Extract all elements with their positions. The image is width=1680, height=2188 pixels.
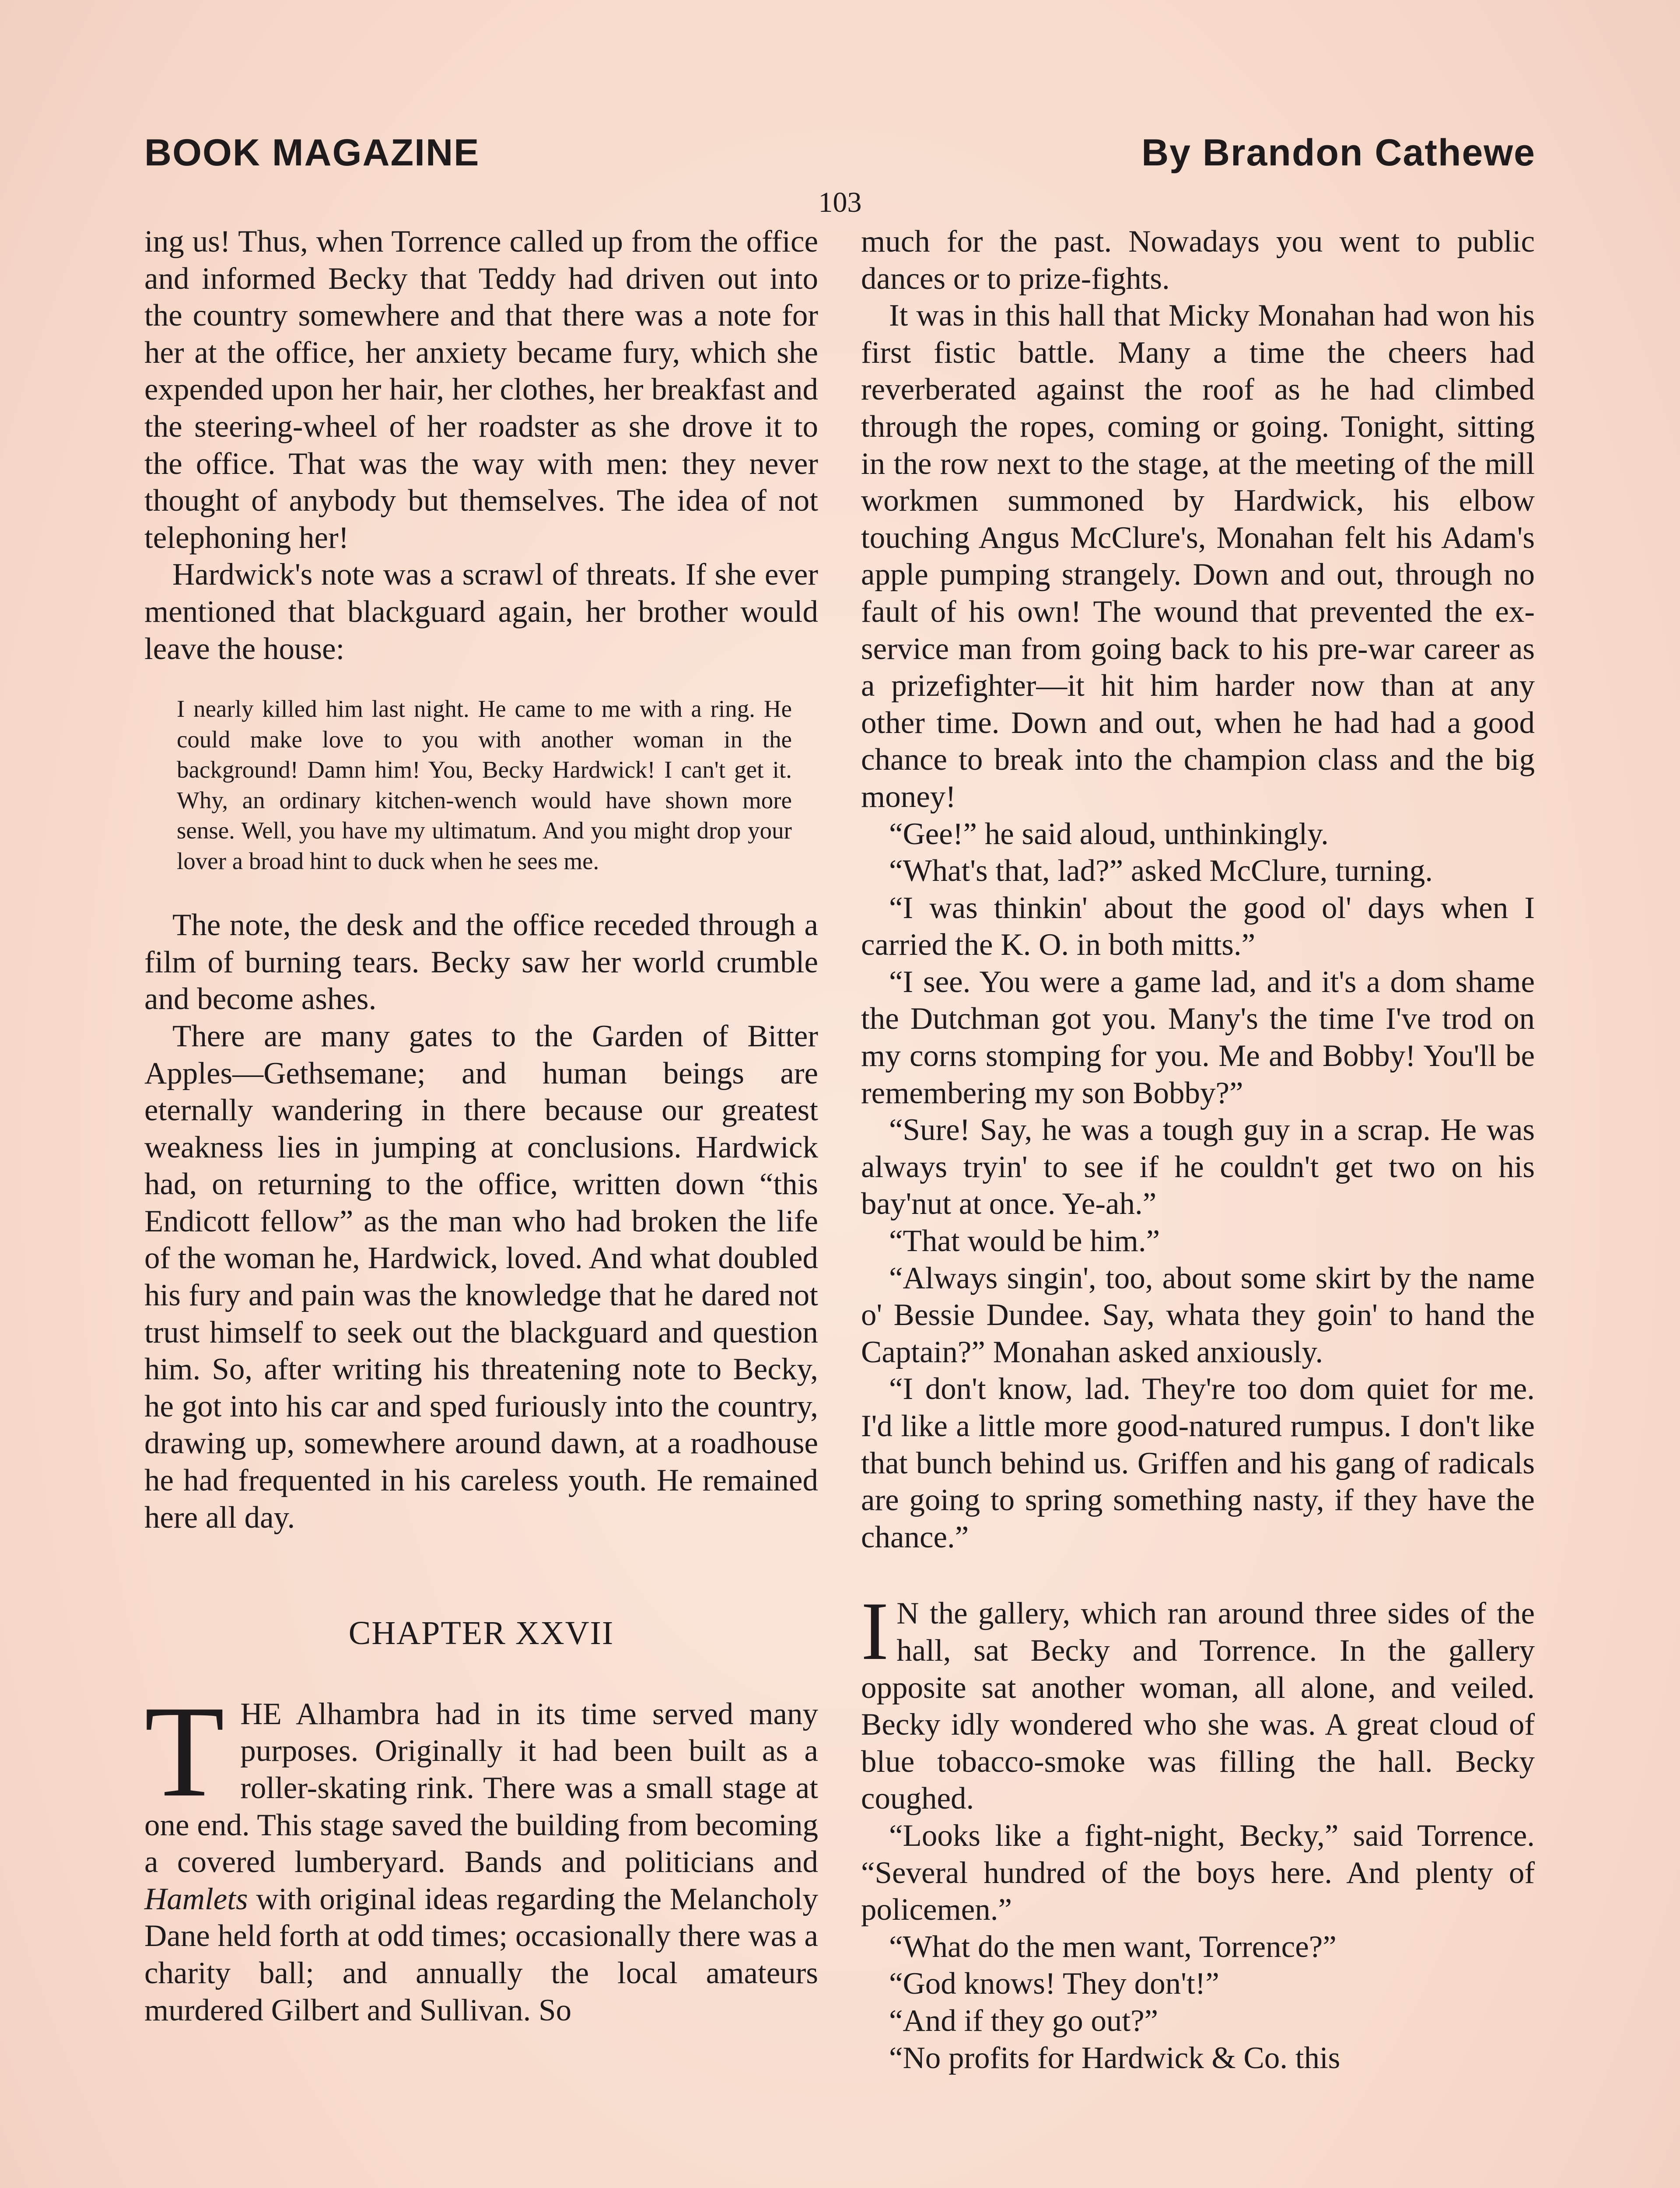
paragraph: There are many gates to the Garden of Bitter Apples—Gethsemane; and human beings are eternally wandering in there because our greatest weakness lies in jumping at conclusions. Hardwick had, on returning to the office, written down “this Endicott fellow” as the man who had broken the life of the woman he, Hardwick, loved. And what doubled his fury and pain was the knowledge that he dared not trust himself to seek out the blackguard and question him. So, after writing his threatening note to Becky, he got into his car and sped furiously into the country, drawing up, somewhere around dawn, at a roadhouse he had frequented in his careless youth. He remained here all day. xyxy=(144,1019,818,1535)
dialogue-line: “I was thinkin' about the good ol' days when I carried the K. O. in both mitts.” xyxy=(861,891,1535,962)
page-number: 103 xyxy=(818,186,862,218)
magazine-title: BOOK MAGAZINE xyxy=(144,132,480,174)
section-break xyxy=(861,1556,1535,1595)
dialogue-line: “What's that, lad?” asked McClure, turning. xyxy=(889,854,1433,888)
chapter-heading: CHAPTER XXVII xyxy=(348,1615,614,1652)
section-opening-paragraph xyxy=(861,1585,1535,1817)
dialogue-line: “And if they go out?” xyxy=(889,2003,1158,2038)
paragraph: It was in this hall that Micky Monahan had won his first fistic battle. Many a time the cheers had reverberated against the roof as he had climbed through the ropes, coming or going. Tonight, sitting in the row next to the stage, at the meeting of the mill workmen summoned by Hardwick, his elbow touching Angus McClure's, Monahan felt his Adam's apple pumping strangely. Down and out, through no fault of his own! The wound that prevented the ex-service man from going back to his pre-war career as a prizefighter—it hit him harder now than at any other time. Down and out, when he had had a good chance to break into the champion class and the big money! xyxy=(861,298,1535,814)
dialogue-line: “I see. You were a game lad, and it's a dom shame the Dutchman got you. Many's the time I've trod on my corns stomping for you. Me and Bobby! You'll be remembering my son Bobby?” xyxy=(861,964,1535,1110)
dialogue-line: “Gee!” he said aloud, unthinkingly. xyxy=(889,817,1329,851)
drop-cap: T xyxy=(144,1678,225,1824)
dialogue-line: “Looks like a fight-night, Becky,” said Torrence. “Several hundred of the boys here. And plenty of policemen.” xyxy=(861,1818,1535,1927)
paragraph: much for the past. Nowadays you went to public dances or to prize-fights. xyxy=(861,224,1535,296)
paragraph: Hardwick's note was a scrawl of threats. If she ever mentioned that blackguard again, her brother would leave the house: xyxy=(144,558,818,666)
dialogue-line: “I don't know, lad. They're too dom quiet for me. I'd like a little more good-natured rumpus. I don't like that bunch behind us. Griffen and his gang of radicals are going to spring something nasty, if they have the chance.” xyxy=(861,1372,1535,1554)
dialogue-line: “Sure! Say, he was a tough guy in a scrap. He was always tryin' to see if he couldn't get two on his bay'nut at once. Ye-ah.” xyxy=(861,1113,1535,1221)
paragraph: ing us! Thus, when Torrence called up from the office and informed Becky that Teddy had driven out into the country somewhere and that there was a note for her at the office, her anxiety became fury, which she expended upon her hair, her clothes, her breakfast and the steering-wheel of her roadster as she drove it to the office. That was the way with men: they never thought of anybody but themselves. The idea of not telephoning her! xyxy=(144,224,818,555)
drop-cap: I xyxy=(861,1585,889,1678)
paragraph: The note, the desk and the office receded through a film of burning tears. Becky saw her world crumble and become ashes. xyxy=(144,908,818,1017)
chapter-opening-paragraph xyxy=(144,1678,818,2029)
dialogue-line: “What do the men want, Torrence?” xyxy=(889,1929,1337,1964)
author-byline: By Brandon Cathewe xyxy=(1141,132,1536,174)
dialogue-line: “That would be him.” xyxy=(889,1224,1160,1259)
text-run: with original ideas regarding the Melancholy Dane held forth at odd times; occasionally there was a charity ball; and annually the local amateurs murdered Gilbert and Sullivan. So xyxy=(144,1882,818,2027)
dialogue-line: “God knows! They don't!” xyxy=(889,1967,1219,2001)
dialogue-line: “No profits for Hardwick & Co. this xyxy=(889,2041,1340,2075)
dialogue-line: “Always singin', too, about some skirt by the name o' Bessie Dundee. Say, whata they goin' to hand the Captain?” Monahan asked anxiously. xyxy=(861,1261,1535,1369)
text-run: N the gallery, which ran around three sides of the hall, sat Becky and Torrence. In the gallery opposite sat another woman, all alone, and veiled. Becky idly wondered who she was. A great cloud of blue tobacco-smoke was filling the hall. Becky coughed. xyxy=(861,1596,1535,1816)
right-column xyxy=(861,223,1535,2076)
quoted-note: I nearly killed him last night. He came to me with a ring. He could make love to you with another woman in the background! Damn him! You, Becky Hardwick! I can't get it. Why, an ordinary kitchen-wench would have shown more sense. Well, you have my ultimatum. And you might drop your lover a broad hint to duck when he sees me. xyxy=(177,695,792,874)
text-run: HE Alhambra had in its time served many purposes. Originally it had been built as a roller-skating rink. There was a small stage at one end. This stage saved the building from becoming a covered lumberyard. Bands and politicians and xyxy=(144,1697,818,1879)
running-head xyxy=(144,131,1536,184)
left-column xyxy=(144,223,818,2029)
italic-title: Hamlets xyxy=(144,1882,248,1916)
